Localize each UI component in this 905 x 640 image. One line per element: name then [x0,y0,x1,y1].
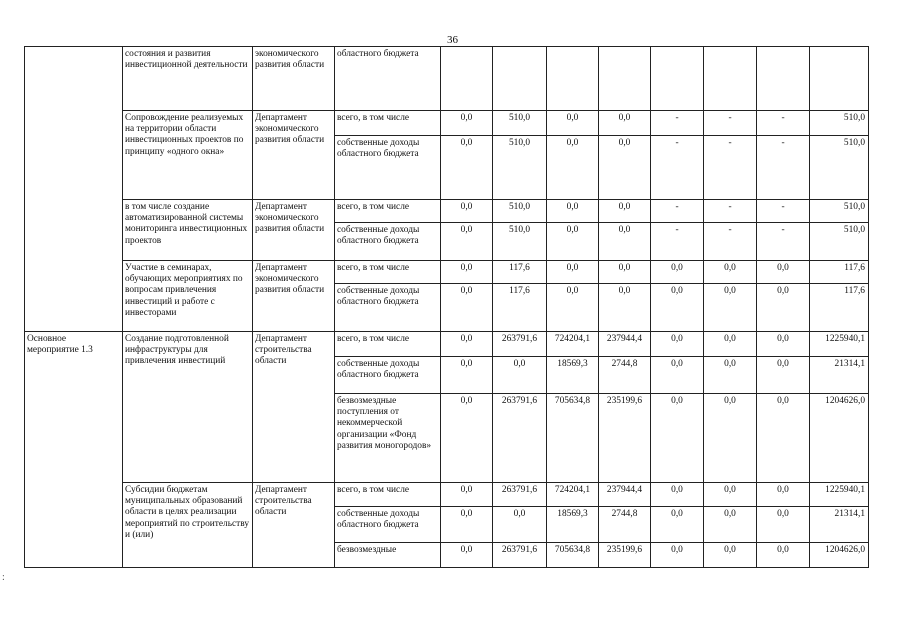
total-cell: 117,6 [810,284,869,332]
value-cell: - [704,111,757,136]
value-cell: 0,0 [599,223,651,261]
total-cell: 510,0 [810,223,869,261]
activity-name-cell: Создание подготовленной инфраструктуры для привлечения инвестиций [123,332,253,483]
value-cell: 0,0 [547,261,599,284]
value-cell: 237944,4 [599,483,651,507]
value-cell: 0,0 [441,332,493,357]
total-cell: 21314,1 [810,357,869,394]
value-cell: 0,0 [704,543,757,568]
funding-source-cell: собственные доходы областного бюджета [335,136,441,200]
value-cell: 724204,1 [547,332,599,357]
value-cell: - [757,111,810,136]
value-cell: 0,0 [441,483,493,507]
total-cell: 510,0 [810,111,869,136]
value-cell [599,47,651,111]
total-cell [810,47,869,111]
funding-source-cell: областного бюджета [335,47,441,111]
value-cell: 724204,1 [547,483,599,507]
table-row [25,261,869,284]
funding-source-cell: собственные доходы областного бюджета [335,284,441,332]
value-cell: 235199,6 [599,394,651,483]
table-row [25,200,869,223]
value-cell: 0,0 [651,394,704,483]
responsible-cell: Департамент экономического развития области [253,261,335,332]
funding-source-cell: всего, в том числе [335,332,441,357]
total-cell: 1204626,0 [810,543,869,568]
value-cell: 0,0 [757,357,810,394]
value-cell: 263791,6 [493,332,547,357]
responsible-cell: Департамент экономического развития области [253,200,335,261]
value-cell: 0,0 [757,284,810,332]
total-cell: 1225940,1 [810,332,869,357]
value-cell: 0,0 [704,284,757,332]
value-cell: 0,0 [441,200,493,223]
value-cell: 0,0 [704,394,757,483]
value-cell [704,47,757,111]
budget-table [24,46,869,568]
funding-source-cell: собственные доходы областного бюджета [335,223,441,261]
activity-name-cell: Сопровождение реализуемых на территории области инвестиционных проектов по принципу «одного окна» [123,111,253,200]
value-cell [651,47,704,111]
value-cell: 0,0 [704,507,757,543]
value-cell: 510,0 [493,200,547,223]
activity-name-cell: в том числе создание автоматизированной системы мониторинга инвестиционных проектов [123,200,253,261]
value-cell: 0,0 [493,357,547,394]
value-cell: 237944,4 [599,332,651,357]
total-cell: 21314,1 [810,507,869,543]
activity-name-cell: Участие в семинарах, обучающих мероприятиях по вопросам привлечения инвестиций и работе с инвесторами [123,261,253,332]
value-cell: 117,6 [493,261,547,284]
responsible-cell: экономического развития области [253,47,335,111]
responsible-cell: Департамент строительства области [253,483,335,568]
page-number: 36 [447,34,458,46]
value-cell: 18569,3 [547,507,599,543]
value-cell: 0,0 [441,284,493,332]
funding-source-cell: безвозмездные поступления от некоммерческой организации «Фонд развития моногородов» [335,394,441,483]
value-cell: 0,0 [441,507,493,543]
value-cell: 0,0 [547,200,599,223]
table-row [25,332,869,357]
value-cell: 0,0 [599,111,651,136]
value-cell: 0,0 [547,111,599,136]
value-cell: 510,0 [493,136,547,200]
total-cell: 117,6 [810,261,869,284]
responsible-cell: Департамент строительства области [253,332,335,483]
value-cell: 0,0 [651,261,704,284]
value-cell: - [704,200,757,223]
value-cell: 0,0 [651,284,704,332]
activity-name-cell: состояния и развития инвестиционной деятельности [123,47,253,111]
value-cell: - [651,223,704,261]
value-cell: - [757,223,810,261]
scan-margin-mark: : [2,572,5,583]
value-cell: 0,0 [704,332,757,357]
value-cell: 0,0 [441,357,493,394]
value-cell: 0,0 [704,483,757,507]
value-cell: - [704,136,757,200]
table-row [25,47,869,111]
value-cell: 263791,6 [493,394,547,483]
value-cell: 705634,8 [547,543,599,568]
value-cell: 0,0 [441,261,493,284]
value-cell: 0,0 [441,111,493,136]
value-cell: - [704,223,757,261]
value-cell: 510,0 [493,223,547,261]
value-cell: 0,0 [704,357,757,394]
total-cell: 1204626,0 [810,394,869,483]
value-cell: 235199,6 [599,543,651,568]
value-cell: 0,0 [599,261,651,284]
table-row [25,111,869,136]
value-cell: 263791,6 [493,543,547,568]
value-cell: 0,0 [651,507,704,543]
total-cell: 510,0 [810,136,869,200]
value-cell: 0,0 [599,136,651,200]
value-cell: 0,0 [547,223,599,261]
value-cell [757,47,810,111]
value-cell [441,47,493,111]
value-cell: 0,0 [441,394,493,483]
value-cell: 0,0 [547,136,599,200]
value-cell: 18569,3 [547,357,599,394]
table-row [25,483,869,507]
value-cell: 2744,8 [599,357,651,394]
value-cell: - [757,200,810,223]
measure-level-cell: Основное мероприятие 1.3 [25,332,123,568]
value-cell: - [651,200,704,223]
value-cell: 2744,8 [599,507,651,543]
funding-source-cell: всего, в том числе [335,261,441,284]
funding-source-cell: безвозмездные [335,543,441,568]
value-cell: 0,0 [651,543,704,568]
value-cell: 0,0 [547,284,599,332]
total-cell: 1225940,1 [810,483,869,507]
value-cell: 0,0 [441,223,493,261]
value-cell: 0,0 [599,200,651,223]
value-cell: 0,0 [651,332,704,357]
value-cell: 510,0 [493,111,547,136]
value-cell: - [651,136,704,200]
funding-source-cell: собственные доходы областного бюджета [335,357,441,394]
value-cell: 0,0 [493,507,547,543]
value-cell: 0,0 [757,332,810,357]
value-cell: 0,0 [757,507,810,543]
value-cell: 0,0 [757,543,810,568]
value-cell: 0,0 [704,261,757,284]
funding-source-cell: собственные доходы областного бюджета [335,507,441,543]
value-cell: 0,0 [757,483,810,507]
value-cell: 0,0 [757,394,810,483]
value-cell: 0,0 [651,357,704,394]
measure-level-cell [25,47,123,332]
value-cell: 705634,8 [547,394,599,483]
value-cell: 0,0 [599,284,651,332]
value-cell: 0,0 [441,543,493,568]
value-cell [493,47,547,111]
value-cell: 0,0 [441,136,493,200]
value-cell: - [651,111,704,136]
funding-source-cell: всего, в том числе [335,200,441,223]
value-cell: 117,6 [493,284,547,332]
total-cell: 510,0 [810,200,869,223]
value-cell: 0,0 [757,261,810,284]
funding-source-cell: всего, в том числе [335,483,441,507]
value-cell [547,47,599,111]
value-cell: 0,0 [651,483,704,507]
activity-name-cell: Субсидии бюджетам муниципальных образований области в целях реализации мероприятий по строительству и (или) [123,483,253,568]
responsible-cell: Департамент экономического развития области [253,111,335,200]
value-cell: 263791,6 [493,483,547,507]
funding-source-cell: всего, в том числе [335,111,441,136]
value-cell: - [757,136,810,200]
